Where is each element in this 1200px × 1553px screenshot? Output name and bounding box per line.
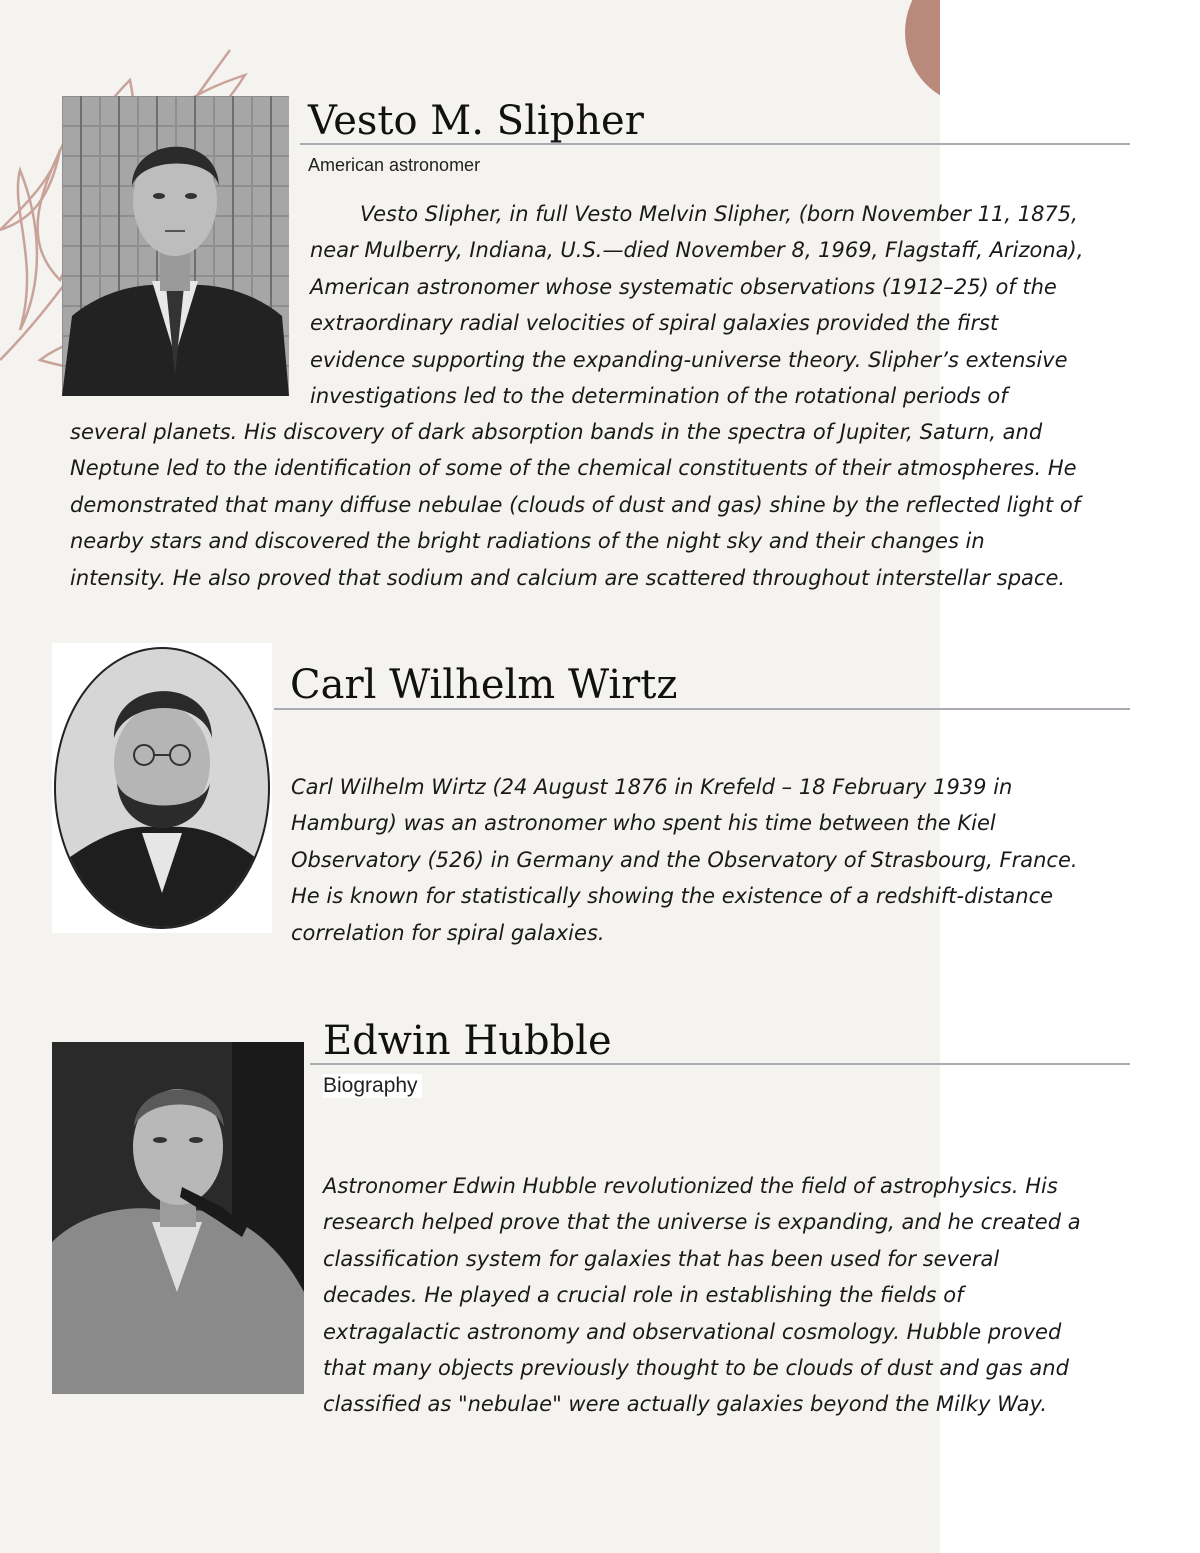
text-line: that many objects previously thought to be clouds of dust and gas and <box>323 1355 1069 1380</box>
text-line: He is known for statistically showing the existence of a redshift-distance <box>291 884 1054 909</box>
text-line: correlation for spiral galaxies. <box>291 920 605 945</box>
slipher-name: Vesto M. Slipher <box>308 98 644 144</box>
text-line: investigations led to the determination of the rotational periods of <box>310 383 1008 408</box>
slipher-portrait <box>62 96 289 396</box>
slipher-bio-upper <box>310 196 1083 414</box>
hubble-name: Edwin Hubble <box>323 1018 612 1064</box>
slipher-subtitle: American astronomer <box>308 155 481 175</box>
slipher-heading-rule <box>300 143 1130 145</box>
text-line: Hamburg) was an astronomer who spent his time between the Kiel <box>291 811 996 836</box>
text-line: demonstrated that many diffuse nebulae (clouds of dust and gas) shine by the reflected light of <box>70 492 1081 517</box>
text-line: intensity. He also proved that sodium and calcium are scattered throughout interstellar space. <box>70 565 1066 590</box>
hubble-bio <box>323 1168 1081 1423</box>
text-line: evidence supporting the expanding-universe theory. Slipher’s extensive <box>310 347 1068 372</box>
wirtz-portrait <box>52 643 272 933</box>
text-line: extraordinary radial velocities of spiral galaxies provided the first <box>310 311 999 336</box>
hubble-portrait <box>52 1042 304 1394</box>
text-line: classified as "nebulae" were actually galaxies beyond the Milky Way. <box>323 1392 1048 1417</box>
text-line: Astronomer Edwin Hubble revolutionized the field of astrophysics. His <box>323 1174 1058 1198</box>
text-line: several planets. His discovery of dark absorption bands in the spectra of Jupiter, Saturn, and <box>70 420 1043 444</box>
hubble-subtitle: Biography <box>323 1074 422 1098</box>
text-line: Carl Wilhelm Wirtz (24 August 1876 in Krefeld – 18 February 1939 in <box>291 775 1013 799</box>
text-line: classification system for galaxies that has been used for several <box>323 1246 1000 1271</box>
text-line: Neptune led to the identification of some of the chemical constituents of their atmospheres. He <box>70 456 1077 481</box>
hubble-heading-rule <box>310 1063 1130 1065</box>
slipher-bio-lower <box>70 414 1080 596</box>
wirtz-heading-rule <box>274 708 1130 710</box>
decorative-circle-mask <box>940 0 1200 200</box>
text-line: research helped prove that the universe is expanding, and he created a <box>323 1210 1081 1235</box>
text-line: extragalactic astronomy and observational cosmology. Hubble proved <box>323 1319 1062 1344</box>
text-line: Vesto Slipher, in full Vesto Melvin Slipher, (born November 11, 1875, <box>360 202 1078 226</box>
wirtz-name: Carl Wilhelm Wirtz <box>290 662 678 708</box>
wirtz-bio <box>291 769 1078 951</box>
text-line: American astronomer whose systematic observations (1912–25) of the <box>310 274 1057 299</box>
text-line: nearby stars and discovered the bright radiations of the night sky and their changes in <box>70 529 985 554</box>
text-line: decades. He played a crucial role in establishing the fields of <box>323 1283 964 1308</box>
text-line: near Mulberry, Indiana, U.S.—died November 8, 1969, Flagstaff, Arizona), <box>310 238 1084 263</box>
text-line: Observatory (526) in Germany and the Observatory of Strasbourg, France. <box>291 847 1078 872</box>
